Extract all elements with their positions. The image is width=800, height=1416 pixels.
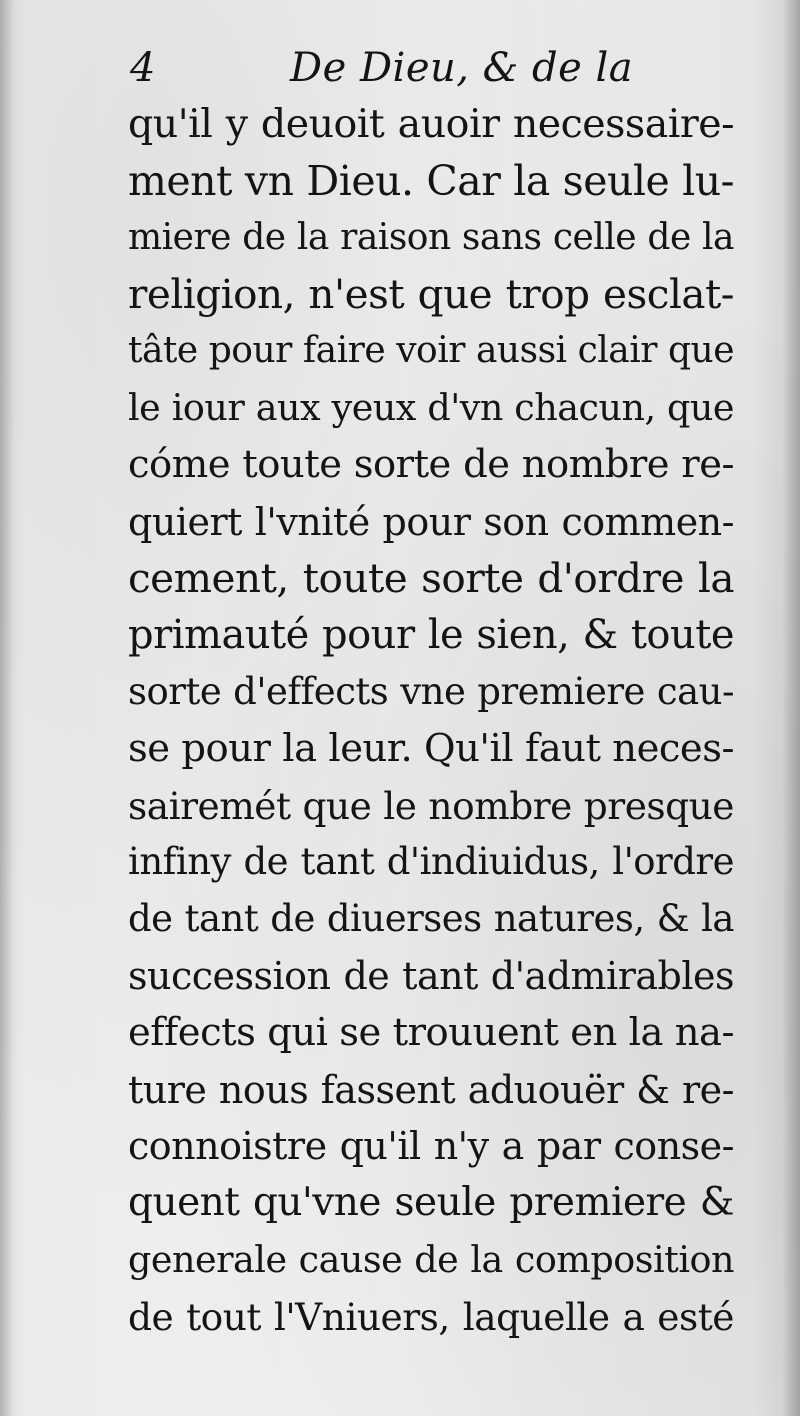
text-line: quent qu'vne seule premiere & (128, 1180, 734, 1226)
text-line: sorte d'effects vne premiere cau- (128, 669, 734, 713)
text-line: effects qui se trouuent en la na- (128, 1009, 734, 1055)
text-line: generale cause de la composition (128, 1237, 734, 1281)
text-line: cement, toute sorte d'ordre la (128, 554, 734, 603)
page-number: 4 (130, 45, 156, 91)
text-line: infiny de tant d'indiuidus, l'ordre (128, 840, 734, 884)
text-line: sairemét que le nombre presque (128, 783, 734, 828)
body-text (128, 96, 734, 1346)
text-line: ment vn Dieu. Car la seule lu- (128, 156, 734, 205)
text-line: ture nous fassent aduouër & re- (128, 1067, 734, 1112)
text-line: qu'il y deuoit auoir necessaire- (128, 101, 734, 147)
text-line: de tant de diuerses natures, & la (128, 897, 734, 941)
text-line: primauté pour le sien, & toute (128, 612, 734, 659)
text-line: cóme toute sorte de nombre re- (128, 441, 734, 487)
page-header (130, 40, 730, 96)
text-line: se pour la leur. Qu'il faut neces- (128, 725, 734, 771)
text-line: religion, n'est que trop esclat- (128, 270, 734, 319)
text-line: tâte pour faire voir aussi clair que (128, 330, 734, 372)
running-head: De Dieu, & de la (290, 45, 634, 91)
text-line: le iour aux yeux d'vn chacun, que (128, 385, 734, 429)
text-line: succession de tant d'admirables (128, 953, 734, 998)
text-line: connoistre qu'il n'y a par conse- (128, 1124, 734, 1169)
text-line: de tout l'Vniuers, laquelle a esté (128, 1294, 734, 1339)
text-line: quiert l'vnité pour son commen- (128, 499, 734, 544)
text-line: miere de la raison sans celle de la (128, 216, 734, 258)
